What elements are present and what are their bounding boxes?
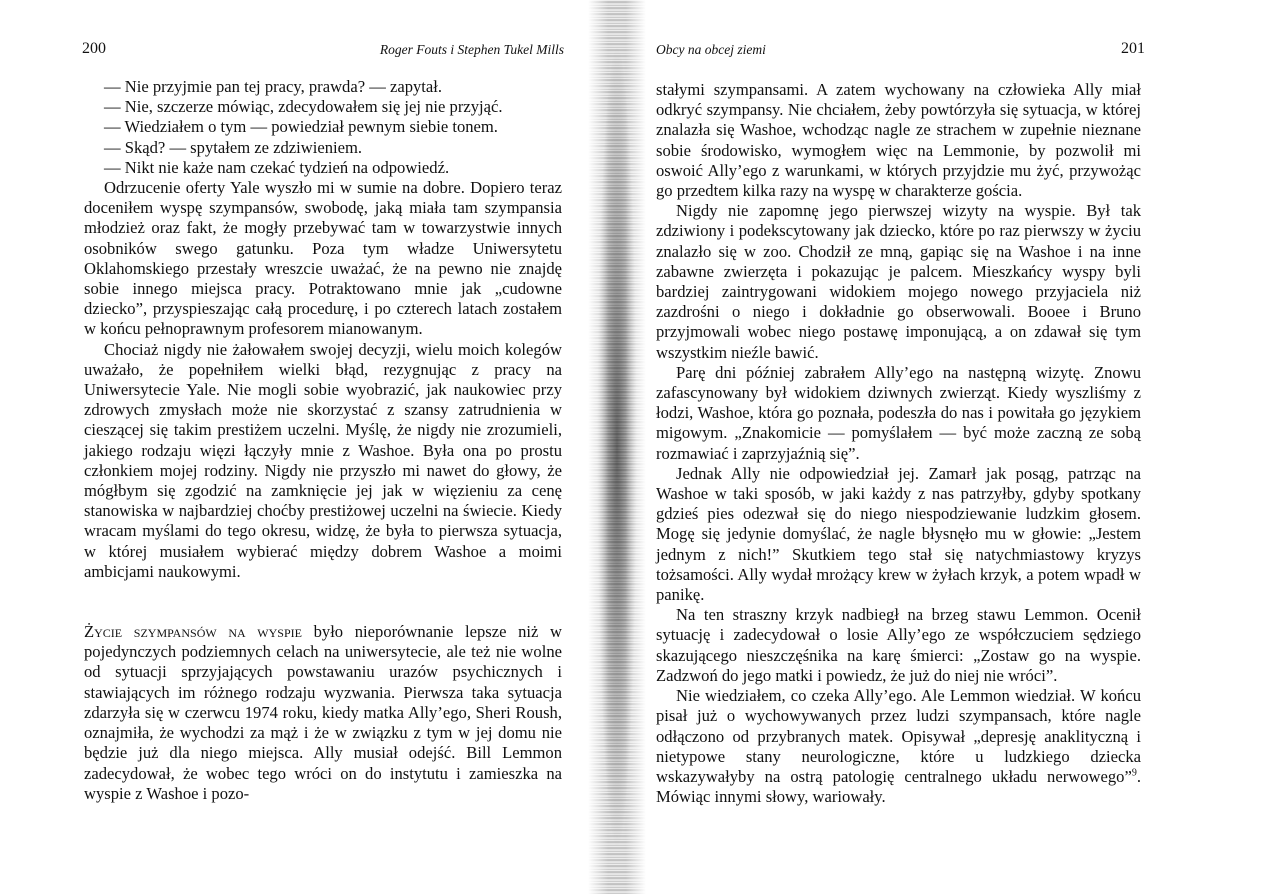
- right-page-number: 201: [1121, 40, 1145, 57]
- left-page-body: [84, 77, 562, 804]
- body-paragraph: Na ten straszny krzyk nadbiegł na brzeg stawu Lemmon. Ocenił sytuację i zadecydował o losie Ally’ego ze współczuciem sędziego skazującego nieszczęśnika na karę śmierci: „Zostaw go na wyspie. Zadzwoń do jego matki i powiedz, że już do niej nie wróci”.: [656, 605, 1141, 685]
- right-page: [635, 0, 1262, 894]
- section-opening-smallcaps: Życie szympansów na wyspie: [84, 622, 302, 642]
- footnote-marker: 9: [1131, 767, 1137, 779]
- body-paragraph: Parę dni później zabrałem Ally’ego na następną wizytę. Znowu zafascynowany był widokiem dziwnych zwierząt. Kiedy wyszliśmy z łodzi, Washoe, która go poznała, podeszła do nas i powitała go językiem migowym. „Znakomicie — pomyślałem — być może zaczną ze sobą rozmawiać i zaprzyjaźnią się”.: [656, 362, 1141, 463]
- body-paragraph: Chociaż nigdy nie żałowałem swojej decyzji, wielu moich kolegów uważało, że popełniłem wielki błąd, rezygnując z pracy na Uniwersytecie Yale. Nie mogli sobie wyobrazić, jak naukowiec przy zdrowych zmysłach może nie skorzystać z szansy zatrudnienia w cieszącej się takim prestiżem uczelni. Myślę, że nigdy nie zrozumieli, jakiego rodzaju więzi łączyły mnie z Washoe. Była ona po prostu członkiem mojej rodziny. Nigdy nie przyszło mi nawet do głowy, że mógłbym się zgodzić na zamknięcie jej jak w więzieniu za cenę stanowiska w najbardziej choćby prestiżowej uczelni na świecie. Kiedy wracam myślami do tego okresu, widzę, że była to pierwsza sytuacja, w której musiałem wybierać między dobrem Washoe a moimi ambicjami naukowymi.: [84, 339, 562, 581]
- section-opening-paragraph: [84, 622, 562, 804]
- section-break: [84, 582, 562, 622]
- left-page-number: 200: [82, 40, 106, 57]
- dialogue-line: — Skąd? — spytałem ze zdziwieniem.: [104, 137, 363, 157]
- dialogue-line: — Nie przyjmie pan tej pracy, prawda? — zapytał.: [104, 77, 443, 96]
- body-paragraph: Odrzucenie oferty Yale wyszło mi w sumie na dobre. Dopiero teraz doceniłem wyspę szympansów, swobodę, jaką miała tam szympansia młodzież oraz fakt, że mogły przebywać tam w towarzystwie innych osobników swego gatunku. Poza tym władze Uniwersytetu Oklahomskiego przestały wreszcie uważać, że na pewno nie znajdę sobie innego miejsca pracy. Potraktowano mnie jak „cudowne dziecko”, przyspieszając całą procedurę, i po czterech latach zostałem w końcu pełnoprawnym profesorem mianowanym.: [84, 178, 562, 339]
- body-paragraph-last: [656, 686, 1141, 807]
- last-paragraph-text: Nie wiedziałem, co czeka Ally’ego. Ale Lemmon wiedział. W końcu pisał już o wychowywanych przez ludzi szympansach, które nagle odłączono od przybranych matek. Opisywał „depresję anaklityczną i nietypowe stany neurologiczne, które u ludzkiego dziecka wskazywałyby na ostrą patologię centralnego układu nerwowego”: [656, 686, 1141, 786]
- dialogue-line: — Nikt nie każe nam czekać tydzień na odpowiedź.: [104, 157, 450, 177]
- left-running-head: Roger Fouts i Stephen Tukel Mills: [379, 42, 564, 57]
- body-paragraph: Jednak Ally nie odpowiedział jej. Zamarł jak posąg, patrząc na Washoe w taki sposób, w jaki każdy z nas patrzyłby, gdyby spotkany gdzieś pies odezwał się do niego niespodziewanie ludzkim głosem. Mogę się jedynie domyślać, że nagle błysnęło mu w głowie: „Jestem jednym z nich!” Skutkiem tego stał się natychmiastowy kryzys tożsamości. Ally wydał mrożący krew w żyłach krzyk, a potem wpadł w panikę.: [656, 463, 1141, 605]
- body-paragraph: Nigdy nie zapomnę jego pierwszej wizyty na wyspie. Był tak zdziwiony i podekscytowany jak dziecko, które po raz pierwszy w życiu znalazło się w zoo. Chodził ze mną, gapiąc się na Washoe i na inne zabawne zwierzęta i pokazując je palcem. Mieszkańcy wyspy byli bardziej zaintrygowani widokiem mojego nowego przyjaciela niż zazdrośni o niego i dokładnie go obserwowali. Booee i Bruno przyjmowali wobec niego postawę imponującą, a on zdawał się tym wszystkim nieźle bawić.: [656, 201, 1141, 362]
- right-running-head: Obcy na obcej ziemi: [656, 42, 766, 57]
- left-page: [0, 0, 590, 894]
- right-page-body: [656, 80, 1141, 807]
- dialogue-line: — Nie, szczerze mówiąc, zdecydowałem się jej nie przyjąć.: [104, 97, 503, 117]
- body-paragraph: stałymi szympansami. A zatem wychowany na człowieka Ally miał odkryć szympansy. Nie chciałem, żeby powtórzyła się sytuacja, w której znalazła się Washoe, wchodząc nagle ze strachem w zupełnie nieznane sobie środowisko, wymogłem więc na Lemmonie, by pozwolił mi oswoić Ally’ego z warunkami, w których przyjdzie mu żyć, przywożąc go przedtem kilka razy na wyspę w charakterze gościa.: [656, 80, 1141, 201]
- section-paragraph-text: było nieporównanie lepsze niż w pojedynczych podziemnych celach na uniwersytecie, ale też nie wolne od sytuacji sprzyjających powstawaniu urazów psychicznych i stawiających im różnego rodzaju wyzwania. Pierwsza taka sytuacja zdarzyła się w czerwcu 1974 roku, kiedy matka Ally’ego, Sheri Roush, oznajmiła, że wychodzi za mąż i że w związku z tym w jej domu nie będzie już dla niego miejsca. Ally musiał odejść. Bill Lemmon zadecydował, że wobec tego wróci on do instytutu i zamieszka na wyspie z Washoe i pozo-: [84, 622, 562, 803]
- last-paragraph-tail: . Mówiąc innymi słowy, wariowały.: [656, 766, 1141, 807]
- dialogue-line: — Wiedziałem o tym — powiedział pewnym siebie tonem.: [104, 117, 498, 137]
